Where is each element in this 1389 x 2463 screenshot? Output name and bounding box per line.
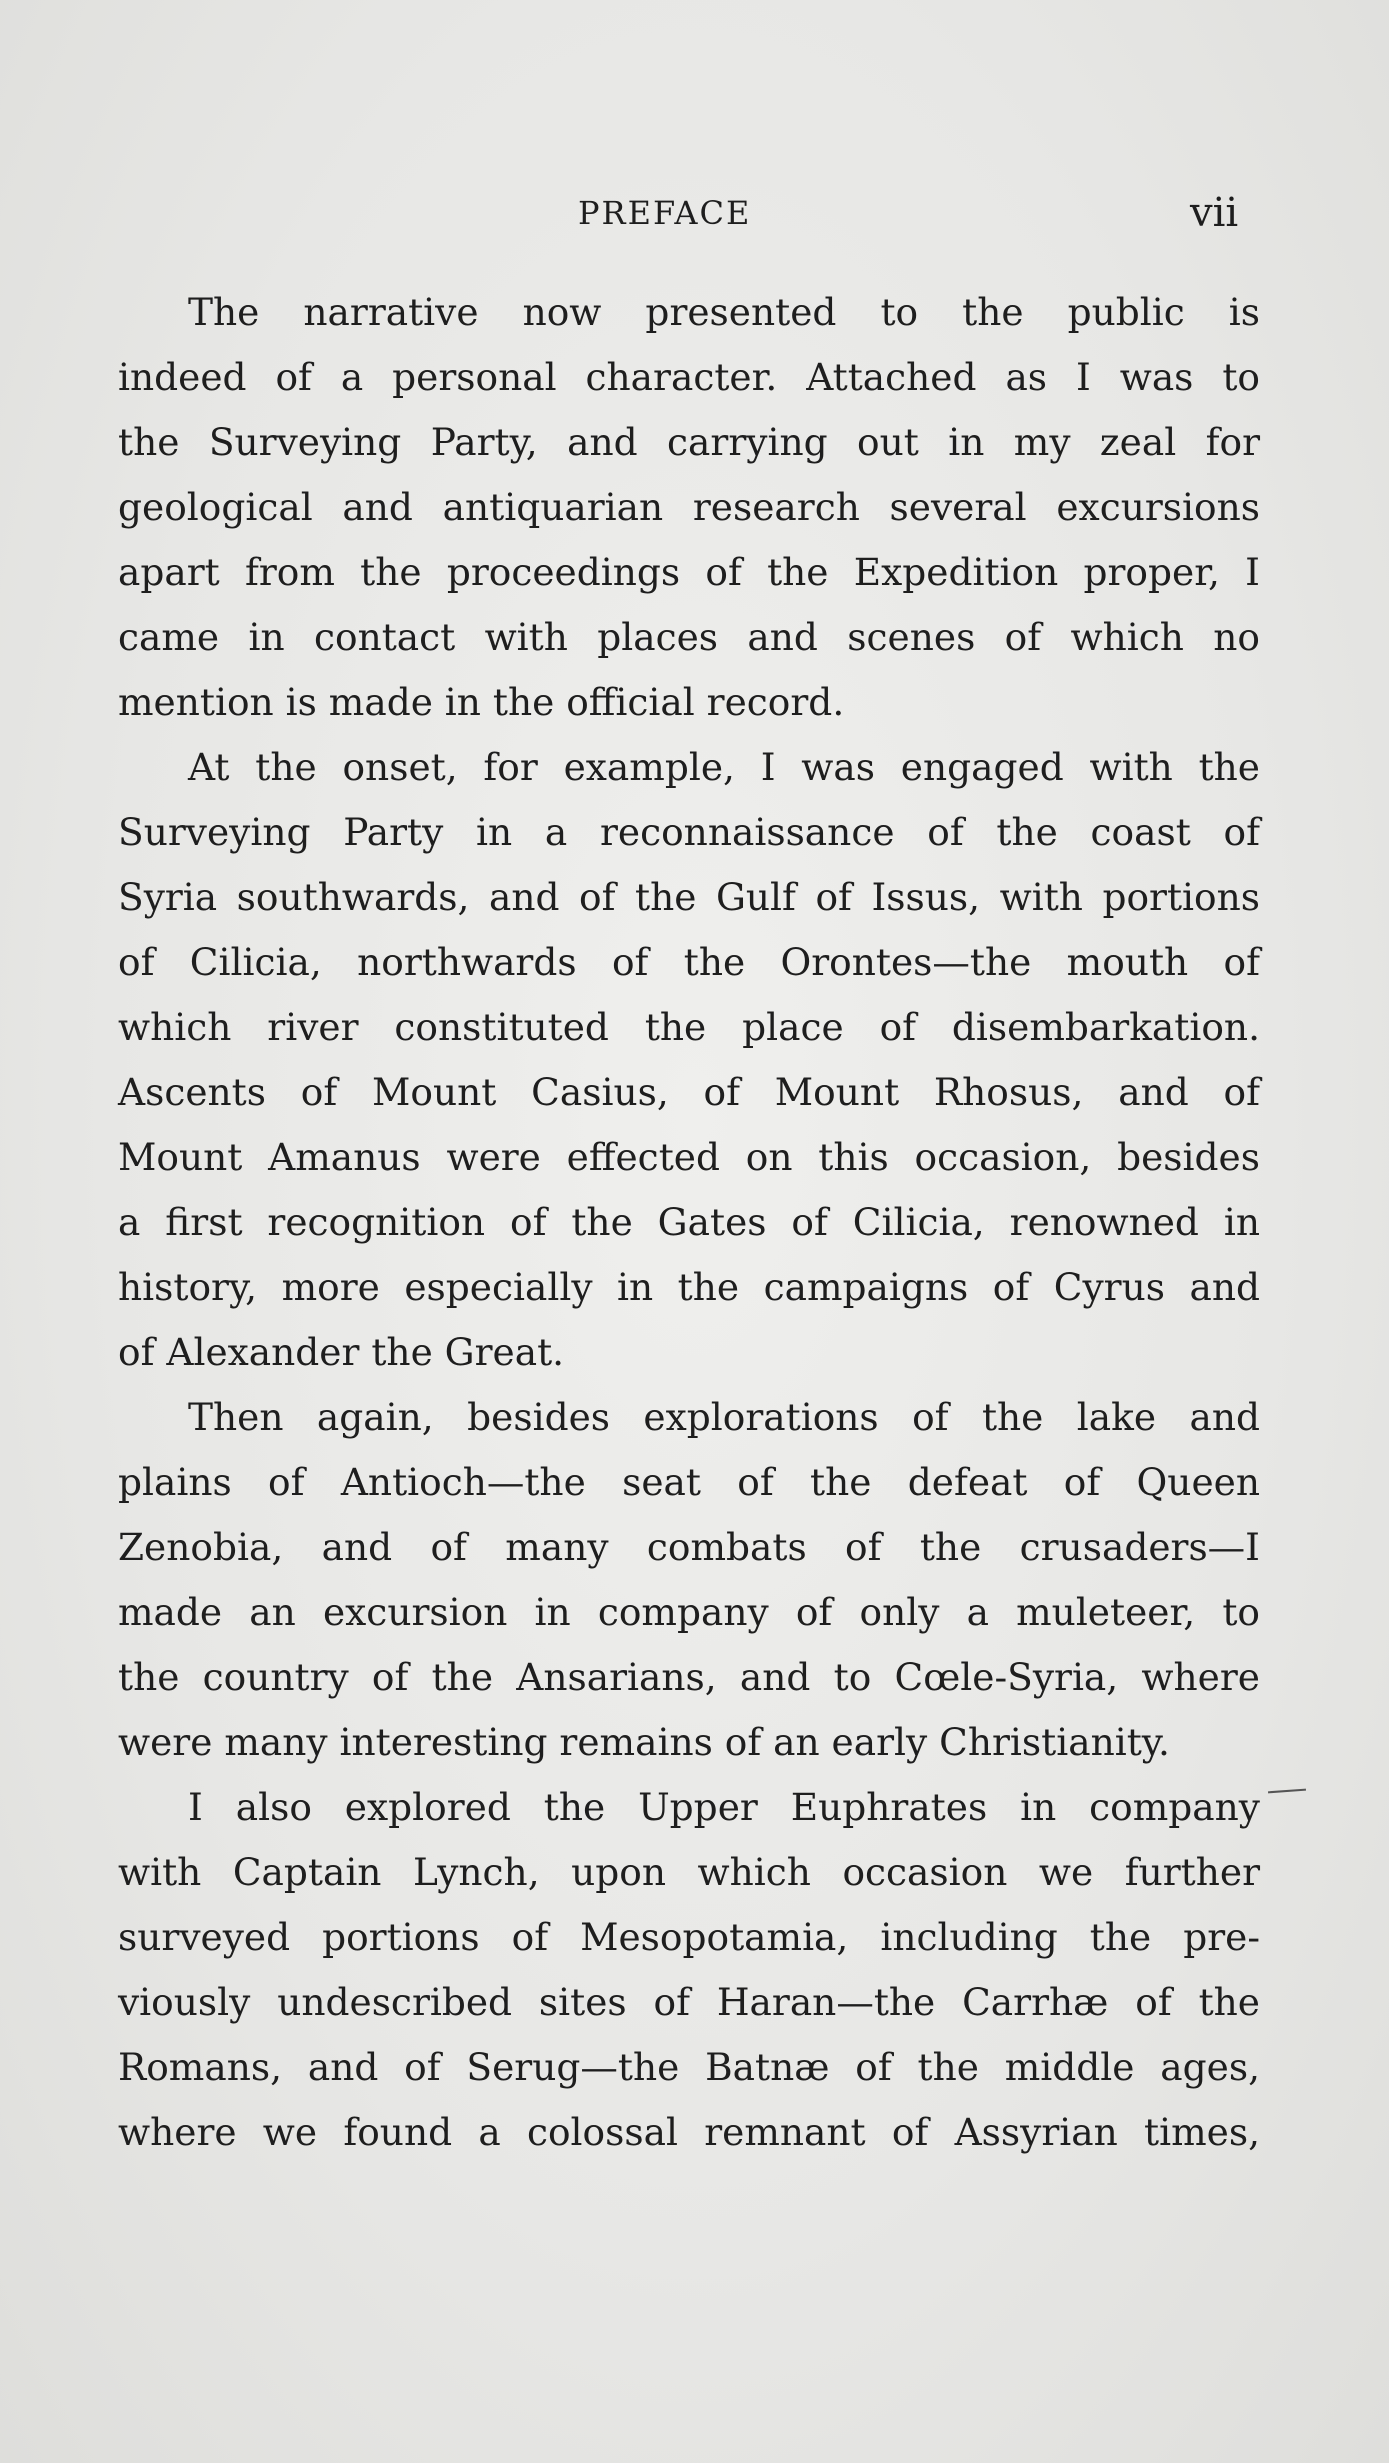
text-line: which river constituted the place of disembarkation. (118, 1005, 1260, 1049)
text-line: Then again, besides explorations of the lake and (188, 1395, 1260, 1439)
text-line: viously undescribed sites of Haran—the Carrhæ of the (118, 1980, 1260, 2024)
text-line: geological and antiquarian research several excursions (118, 485, 1260, 529)
text-line: Mount Amanus were effected on this occasion, besides (118, 1135, 1260, 1179)
text-line: of Cilicia, northwards of the Orontes—the mouth of (118, 940, 1260, 984)
text-line: the Surveying Party, and carrying out in my zeal for (118, 420, 1260, 464)
text-line: were many interesting remains of an early Christianity. (118, 1720, 1170, 1764)
text-line: surveyed portions of Mesopotamia, including the pre- (118, 1915, 1260, 1959)
text-line: of Alexander the Great. (118, 1330, 565, 1374)
text-line: Syria southwards, and of the Gulf of Issus, with portions (118, 875, 1260, 919)
paragraph (118, 1775, 1260, 2165)
text-line: made an excursion in company of only a muleteer, to (118, 1590, 1260, 1634)
text-line: indeed of a personal character. Attached as I was to (118, 355, 1260, 399)
running-head-title: PREFACE (578, 194, 752, 232)
text-line: I also explored the Upper Euphrates in company (188, 1785, 1260, 1829)
text-line: Ascents of Mount Casius, of Mount Rhosus, and of (118, 1070, 1260, 1114)
text-line: where we found a colossal remnant of Assyrian times, (118, 2110, 1260, 2154)
text-line: the country of the Ansarians, and to Cœle-Syria, where (118, 1655, 1260, 1699)
text-line: At the onset, for example, I was engaged with the (188, 745, 1260, 789)
page-number: vii (1190, 190, 1239, 236)
margin-pencil-mark (1268, 1789, 1306, 1794)
paragraph (118, 735, 1260, 1385)
text-line: mention is made in the official record. (118, 680, 845, 724)
paragraph (118, 1385, 1260, 1775)
text-line: a first recognition of the Gates of Cilicia, renowned in (118, 1200, 1260, 1244)
body-text (118, 280, 1260, 2165)
text-line: history, more especially in the campaigns of Cyrus and (118, 1265, 1260, 1309)
text-line: Romans, and of Serug—the Batnæ of the middle ages, (118, 2045, 1260, 2089)
text-line: came in contact with places and scenes of which no (118, 615, 1260, 659)
text-line: plains of Antioch—the seat of the defeat of Queen (118, 1460, 1260, 1504)
text-line: Surveying Party in a reconnaissance of the coast of (118, 810, 1260, 854)
text-line: Zenobia, and of many combats of the crusaders—I (118, 1525, 1260, 1569)
text-line: with Captain Lynch, upon which occasion we further (118, 1850, 1260, 1894)
text-line: The narrative now presented to the public is (188, 290, 1260, 334)
running-head (0, 188, 1389, 238)
paragraph (118, 280, 1260, 735)
text-line: apart from the proceedings of the Expedition proper, I (118, 550, 1260, 594)
